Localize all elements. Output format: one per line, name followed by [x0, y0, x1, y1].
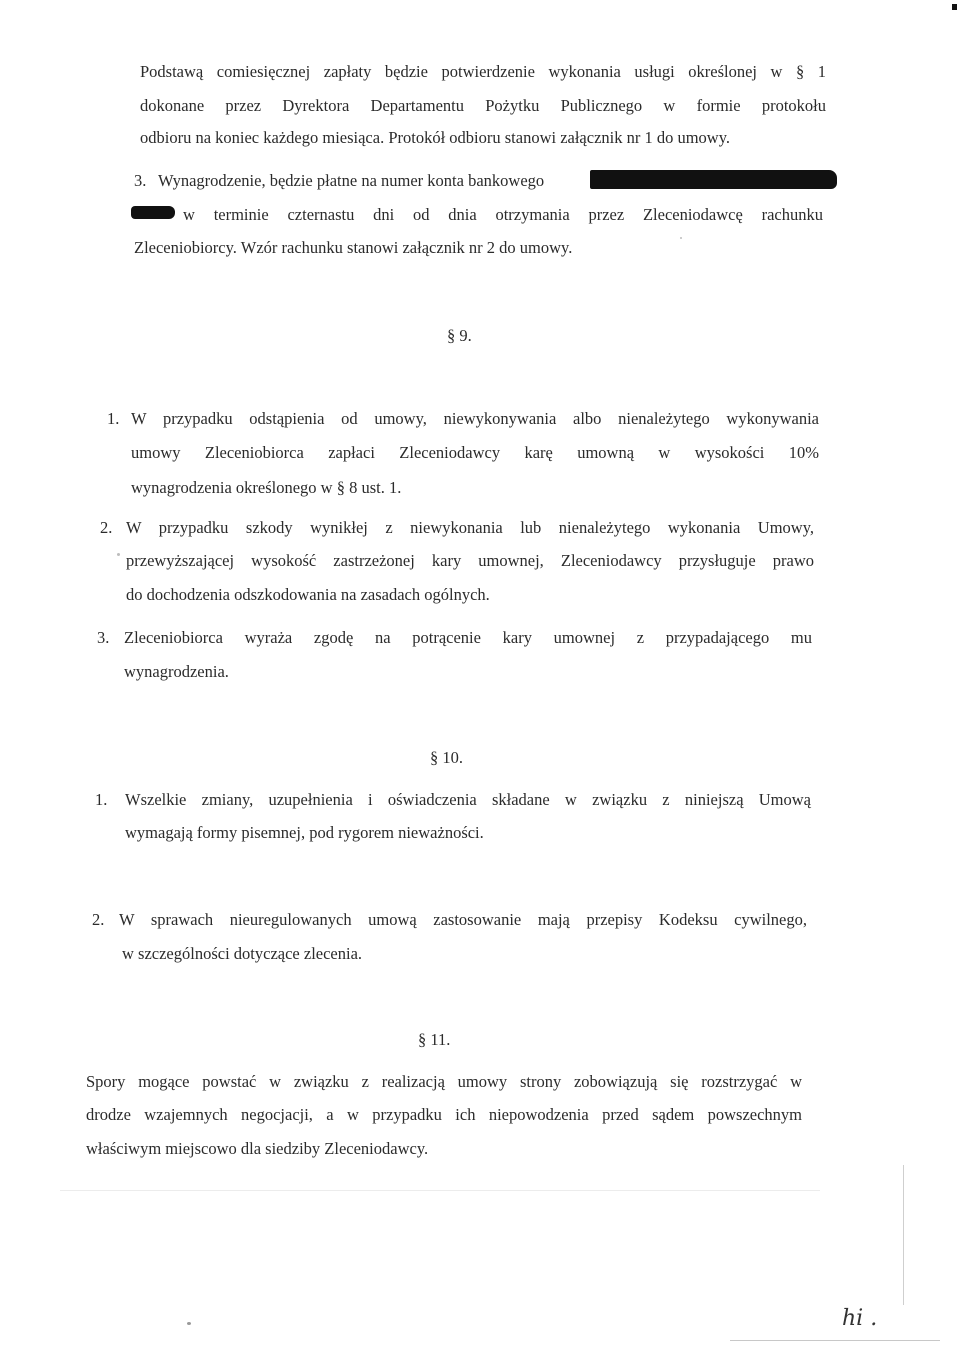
para-8-3-number: 3.: [134, 171, 147, 190]
handwritten-initials: hi .: [842, 1306, 878, 1331]
para-8-3-line-2: w terminie czternastu dni od dnia otrzymania przez Zleceniodawcę rachunku: [183, 205, 823, 224]
section-9-item-1-line-2: umowy Zleceniobiorca zapłaci Zleceniodawcy karę umowną w wysokości 10%: [131, 443, 819, 462]
section-9-item-3-line-1: Zleceniobiorca wyraża zgodę na potrącenie kary umownej z przypadającego mu: [124, 628, 812, 647]
para-8-3-line-3: Zleceniobiorcy. Wzór rachunku stanowi załącznik nr 2 do umowy.: [134, 238, 573, 257]
para-8-2-line-3: odbioru na koniec każdego miesiąca. Protokół odbioru stanowi załącznik nr 1 do umowy.: [140, 128, 731, 147]
scan-speck: [680, 237, 682, 239]
section-10-item-1-line-1: Wszelkie zmiany, uzupełnienia i oświadczenia składane w związku z niniejszą Umową: [125, 790, 811, 809]
scan-mark: [952, 4, 957, 10]
section-9-item-2-line-2: przewyższającej wysokość zastrzeżonej kary umownej, Zleceniodawcy przysługuje prawo: [126, 551, 814, 570]
footer-rule: [730, 1340, 940, 1341]
section-10-heading: § 10.: [430, 748, 463, 767]
section-9-item-3-line-2: wynagrodzenia.: [124, 662, 229, 681]
section-11-line-3: właściwym miejscowo dla siedziby Zleceniodawcy.: [86, 1139, 429, 1158]
section-9-item-2-number: 2.: [100, 518, 113, 537]
section-10-item-2-line-1: W sprawach nieuregulowanych umową zastosowanie mają przepisy Kodeksu cywilnego,: [119, 910, 807, 929]
section-11-heading: § 11.: [418, 1030, 451, 1049]
section-10-item-2-line-2: w szczególności dotyczące zlecenia.: [122, 944, 363, 963]
scan-artifact-vertical-line: [903, 1165, 904, 1305]
section-10-item-1-line-2: wymagają formy pisemnej, pod rygorem nieważności.: [125, 823, 484, 842]
section-9-item-2-line-3: do dochodzenia odszkodowania na zasadach ogólnych.: [126, 585, 490, 604]
section-11-line-1: Spory mogące powstać w związku z realizacją umowy strony zobowiązują się rozstrzygać w: [86, 1072, 802, 1091]
section-9-item-1-line-3: wynagrodzenia określonego w § 8 ust. 1.: [131, 478, 402, 497]
section-9-item-1-line-1: W przypadku odstąpienia od umowy, niewykonywania albo nienależytego wykonywania: [131, 409, 819, 428]
redaction-bar-account-number: [590, 170, 837, 189]
scan-artifact-line: [60, 1190, 820, 1191]
para-8-2-line-2: dokonane przez Dyrektora Departamentu Pożytku Publicznego w formie protokołu: [140, 96, 826, 115]
redaction-bar-account-number-end: [131, 206, 175, 219]
section-9-item-2-line-1: W przypadku szkody wynikłej z niewykonania lub nienależytego wykonania Umowy,: [126, 518, 814, 537]
para-8-3-line-1: Wynagrodzenie, będzie płatne na numer konta bankowego: [158, 171, 545, 190]
section-9-item-1-number: 1.: [107, 409, 120, 428]
section-11-line-2: drodze wzajemnych negocjacji, a w przypadku ich niepowodzenia przed sądem powszechnym: [86, 1105, 802, 1124]
section-10-item-2-number: 2.: [92, 910, 105, 929]
scan-speck: [187, 1322, 191, 1325]
scan-speck: [117, 553, 120, 556]
para-8-2-line-1: Podstawą comiesięcznej zapłaty będzie potwierdzenie wykonania usługi określonej w § 1: [140, 62, 826, 81]
section-10-item-1-number: 1.: [95, 790, 108, 809]
section-9-item-3-number: 3.: [97, 628, 110, 647]
section-9-heading: § 9.: [447, 326, 472, 345]
